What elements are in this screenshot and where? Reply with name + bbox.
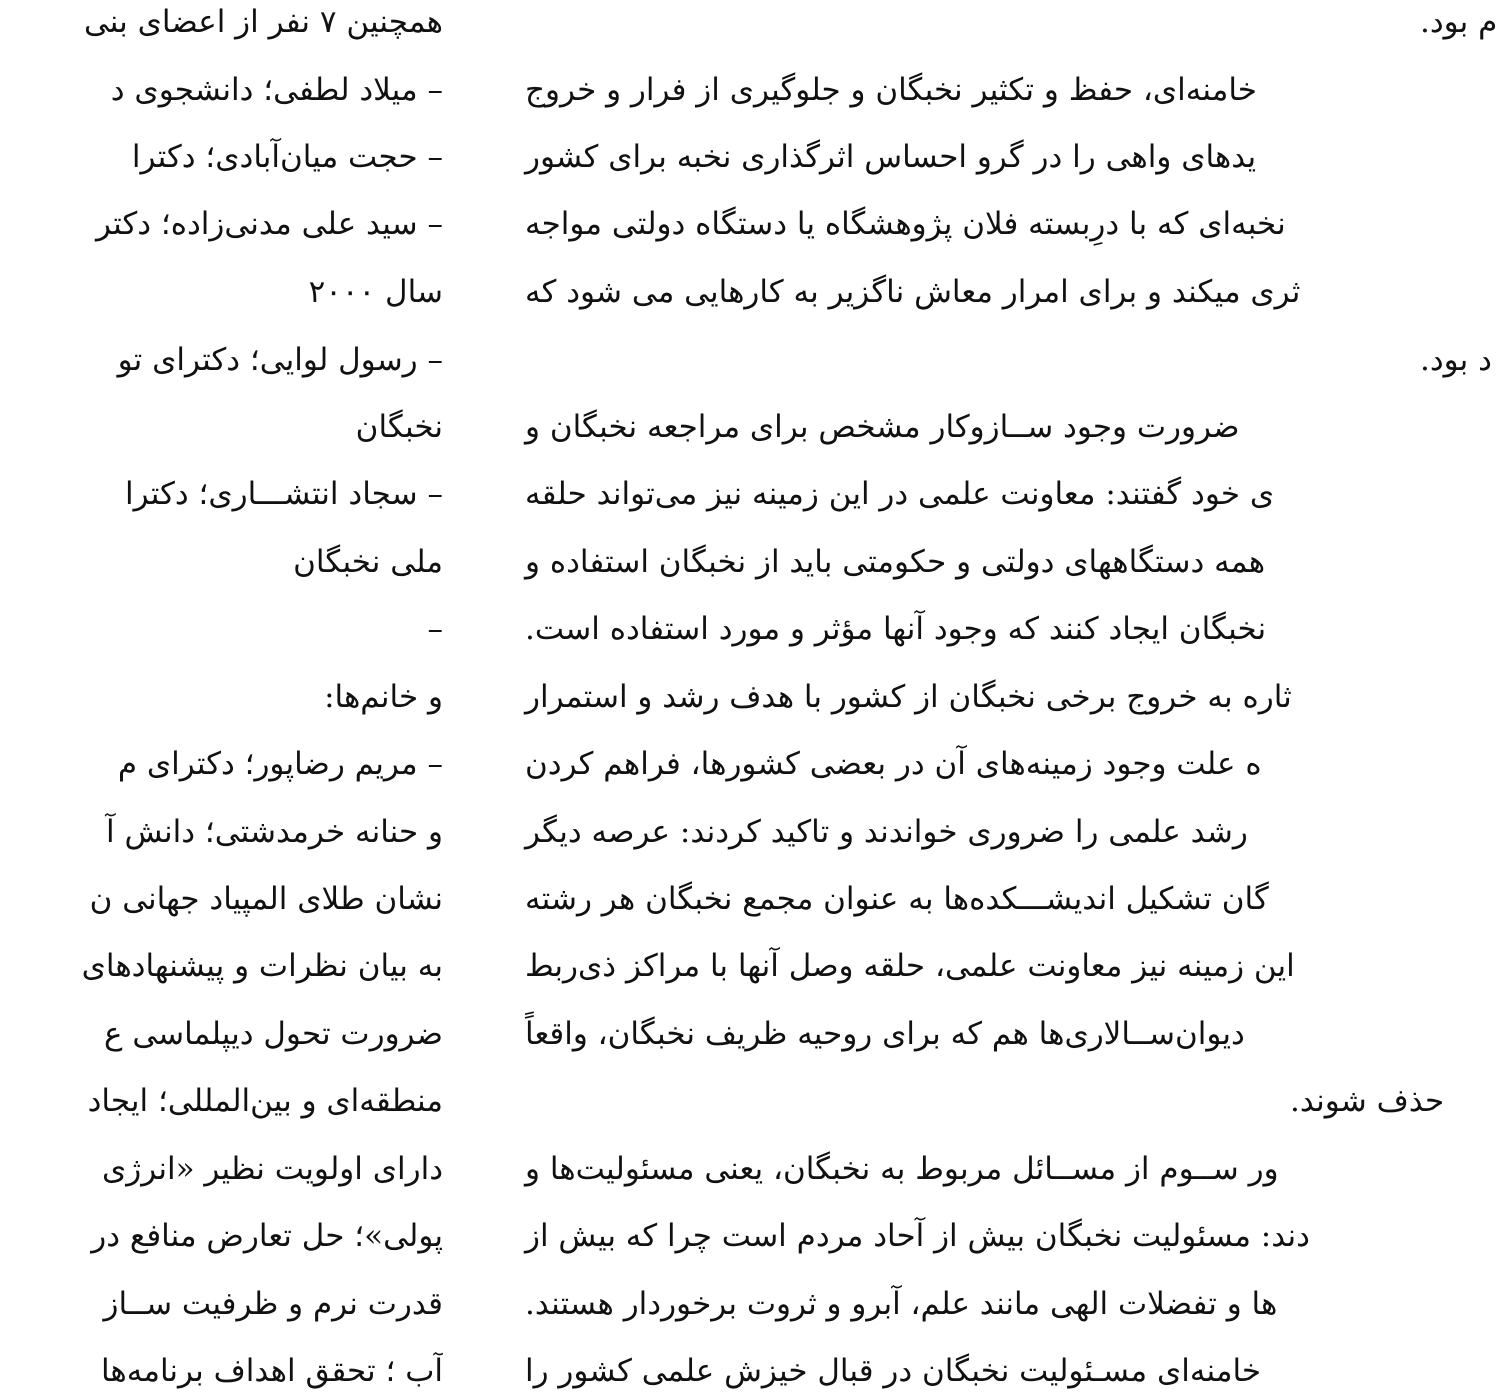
right-line: ور ســوم از مســائل مربوط به نخبگان، یعنی مسئولیت‌ها و	[525, 1151, 1279, 1187]
right-text-column	[520, 0, 1500, 1392]
right-line: د بود.	[1420, 342, 1492, 378]
right-line: یدهای واهی را در گرو احساس اثرگذاری نخبه برای کشور	[525, 139, 1257, 175]
right-line: رشد علمی را ضروری خواندند و تاکید کردند: عرصه دیگر	[525, 814, 1248, 850]
left-line: به بیان نظرات و پیشنهادهای	[81, 948, 443, 984]
right-line: خامنه‌ای، حفظ و تکثیر نخبگان و جلوگیری از فرار و خروج	[525, 72, 1257, 108]
right-line: حذف شوند.	[1290, 1083, 1445, 1119]
right-line: نخبگان ایجاد کنند که وجود آنها مؤثر و مورد استفاده است.	[525, 611, 1267, 647]
left-line: – میلاد لطفی؛ دانشجوی د	[110, 72, 443, 108]
right-line: گان تشکیل اندیشـــکده‌ها به عنوان مجمع نخبگان هر رشته	[525, 881, 1269, 917]
left-line: پولی»؛ حل تعارض منافع در	[91, 1218, 443, 1254]
right-line: ضرورت وجود ســازوکار مشخص برای مراجعه نخبگان و	[525, 409, 1240, 445]
left-line: ملی نخبگان	[293, 544, 443, 580]
right-line: خامنه‌ای مسـئولیت نخبگان در قبال خیزش علمی کشور را	[525, 1353, 1262, 1389]
right-line: ی خود گفتند: معاونت علمی در این زمینه نیز می‌تواند حلقه	[525, 476, 1275, 512]
left-line: و حنانه خرمدشتی؛ دانش آ	[106, 814, 443, 850]
right-line: م بود.	[1420, 4, 1498, 40]
left-line: قدرت نرم و ظرفیت ســاز	[103, 1286, 443, 1322]
left-line: ضرورت تحول دیپلماسی ع	[103, 1016, 443, 1052]
left-line: آب ؛ تحقق اهداف برنامه‌ها	[100, 1353, 443, 1389]
left-line: سال ۲۰۰۰	[308, 274, 443, 310]
left-line: نخبگان	[355, 409, 443, 445]
left-line: – رسول لوایی؛ دکترای تو	[117, 342, 443, 378]
left-line: دارای اولویت نظیر «انرژی	[102, 1151, 443, 1187]
left-line: منطقه‌ای و بین‌المللی؛ ایجاد	[87, 1083, 443, 1119]
left-line: همچنین ۷ نفر از اعضای بنی	[83, 4, 443, 40]
left-line: – حجت میان‌آبادی؛ دکترا	[131, 139, 443, 175]
right-line: دند: مسئولیت نخبگان بیش از آحاد مردم است چرا که بیش از	[525, 1218, 1310, 1254]
left-line: –	[427, 611, 443, 647]
right-line: ثری میکند و برای امرار معاش ناگزیر به کارهایی می شود که	[525, 274, 1301, 310]
right-line: ثاره به خروج برخی نخبگان از کشور با هدف رشد و استمرار	[525, 679, 1292, 715]
right-line: این زمینه نیز معاونت علمی، حلقه وصل آنها با مراکز ذی‌ربط	[525, 948, 1295, 984]
right-line: نخبه‌ای که با درِبسته فلان پژوهشگاه یا دستگاه دولتی مواجه	[525, 206, 1286, 242]
right-line: ها و تفضلات الهی مانند علم، آبرو و ثروت برخوردار هستند.	[525, 1286, 1278, 1322]
right-line: ه علت وجود زمینه‌های آن در بعضی کشورها، فراهم کردن	[525, 746, 1262, 782]
left-line: – مریم رضاپور؛ دکترای م	[117, 746, 443, 782]
right-line: دیوان‌ســالاری‌ها هم که برای روحیه ظریف نخبگان، واقعاً	[525, 1016, 1245, 1052]
left-text-column	[0, 0, 443, 1392]
right-line: همه دستگاههای دولتی و حکومتی باید از نخبگان استفاده و	[525, 544, 1266, 580]
left-line: – سجاد انتشـــاری؛ دکترا	[125, 476, 443, 512]
left-line: – سید علی مدنی‌زاده؛ دکتر	[96, 206, 443, 242]
left-line: نشان طلای المپیاد جهانی ن	[89, 881, 443, 917]
left-line: و خانم‌ها:	[324, 679, 443, 715]
